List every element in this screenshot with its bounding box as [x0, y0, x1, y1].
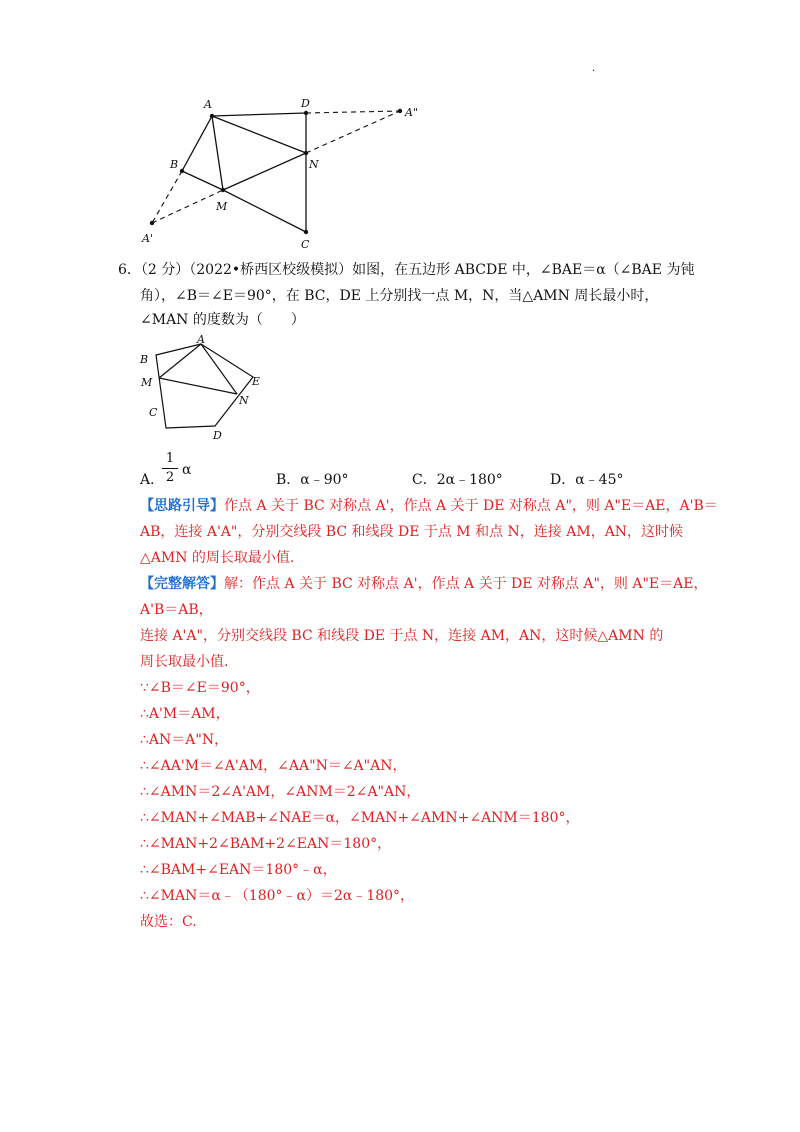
- question-line-1: 6．（2 分）（2022•桥西区校级模拟）如图，在五边形 ABCDE 中，∠BAE＝α（∠BAE 为钝: [118, 262, 695, 278]
- label-B: B: [140, 353, 149, 366]
- hint-line-1: [140, 496, 718, 516]
- solution-step: ∴∠MAN+2∠BAM+2∠EAN＝180°，: [140, 836, 392, 852]
- solution-step: ∴∠MAN＝α﹣（180°﹣α）＝2α﹣180°，: [140, 888, 415, 904]
- label-E: E: [252, 375, 261, 388]
- label-N: N: [239, 394, 249, 407]
- solution-step: ∴AN＝A"N，: [140, 732, 229, 748]
- point-B: [180, 169, 184, 173]
- solution-text-1: 解：作点 A 关于 BC 对称点 A'，作点 A 关于 DE 对称点 A"，则 A"E＝AE，: [224, 576, 708, 592]
- point-A2: [398, 109, 402, 113]
- solution-step: ∴∠BAM+∠EAN＝180°﹣α，: [140, 862, 337, 878]
- solution-answer: 故选：C.: [140, 914, 197, 930]
- question-line-2: 角），∠B＝∠E＝90°，在 BC，DE 上分别找一点 M，N，当△AMN 周长最小时，: [140, 288, 659, 304]
- segment-AD: [212, 113, 306, 116]
- label-M: M: [216, 200, 228, 213]
- figure-reflection-diagram: [135, 92, 435, 252]
- option-a-alpha: α: [182, 462, 192, 478]
- pentagon-ABCDE: [156, 344, 253, 428]
- fraction-numerator: 1: [165, 451, 175, 466]
- label-D: D: [213, 429, 222, 442]
- option-c: C．2α﹣180°: [412, 472, 503, 488]
- point-N: [304, 151, 308, 155]
- label-B: B: [170, 158, 179, 171]
- fraction-denominator: 2: [165, 470, 175, 485]
- segment-AB: [182, 116, 212, 171]
- solution-line-3: 连接 A'A"，分别交线段 BC 和线段 DE 于点 N，连接 AM，AN，这时候△AMN 的: [140, 628, 664, 644]
- solution-step: ∴∠AA'M＝∠A'AM，∠AA"N＝∠A"AN，: [140, 758, 407, 774]
- solution-step: ∴∠MAN+∠MAB+∠NAE＝α，∠MAN+∠AMN+∠ANM＝180°，: [140, 810, 580, 826]
- label-N: N: [309, 158, 319, 171]
- label-C: C: [301, 238, 310, 251]
- solution-line-4: 周长取最小值.: [140, 654, 229, 670]
- dashed-N-A2: [306, 111, 400, 153]
- segment-MC: [223, 190, 306, 232]
- point-C: [304, 230, 308, 234]
- segment-MN: [223, 153, 306, 190]
- label-A: A: [204, 98, 212, 111]
- label-M: M: [141, 376, 153, 389]
- segment-AN: [201, 344, 237, 394]
- hint-tag: 【思路引导】: [140, 498, 224, 514]
- hint-line-2: AB，连接 A'A"，分别交线段 BC 和线段 DE 于点 M 和点 N，连接 AM，AN，这时候: [140, 524, 684, 540]
- option-a-fraction: [162, 452, 178, 485]
- label-A1: A': [142, 232, 153, 245]
- question-line-3: ∠MAN 的度数为（ ）: [140, 312, 305, 328]
- option-d: D．α﹣45°: [550, 472, 624, 488]
- solution-tag: 【完整解答】: [140, 576, 224, 592]
- solution-line-1: [140, 574, 707, 594]
- point-D: [304, 111, 308, 115]
- solution-step: ∴A'M＝AM，: [140, 706, 230, 722]
- label-A: A: [197, 334, 205, 346]
- dashed-B-A1: [152, 171, 182, 223]
- solution-line-2: A'B＝AB，: [140, 602, 213, 618]
- point-A1: [150, 221, 154, 225]
- dashed-D-A2: [306, 111, 400, 113]
- option-a-label: A．: [140, 472, 165, 488]
- solution-step: ∵∠B＝∠E＝90°，: [140, 680, 260, 696]
- solution-step: ∴∠AMN＝2∠A'AM，∠ANM＝2∠A"AN，: [140, 784, 421, 800]
- option-b: B．α﹣90°: [276, 472, 349, 488]
- segment-MN: [159, 378, 237, 394]
- hint-line-3: △AMN 的周长取最小值.: [140, 550, 295, 566]
- label-C: C: [149, 406, 158, 419]
- segment-AM: [212, 116, 223, 190]
- point-M: [221, 188, 225, 192]
- figure-pentagon-diagram: [135, 334, 275, 446]
- label-A2: A": [405, 106, 419, 119]
- label-D: D: [301, 97, 310, 110]
- hint-text-1: 作点 A 关于 BC 对称点 A'，作点 A 关于 DE 对称点 A"，则 A"E＝AE，A'B＝: [224, 498, 718, 514]
- fraction-bar: [162, 468, 178, 469]
- segment-BM: [182, 171, 223, 190]
- point-A: [210, 114, 214, 118]
- dashed-A1-M: [152, 190, 223, 223]
- page-dot: ·: [592, 66, 596, 77]
- segment-AN: [212, 116, 306, 153]
